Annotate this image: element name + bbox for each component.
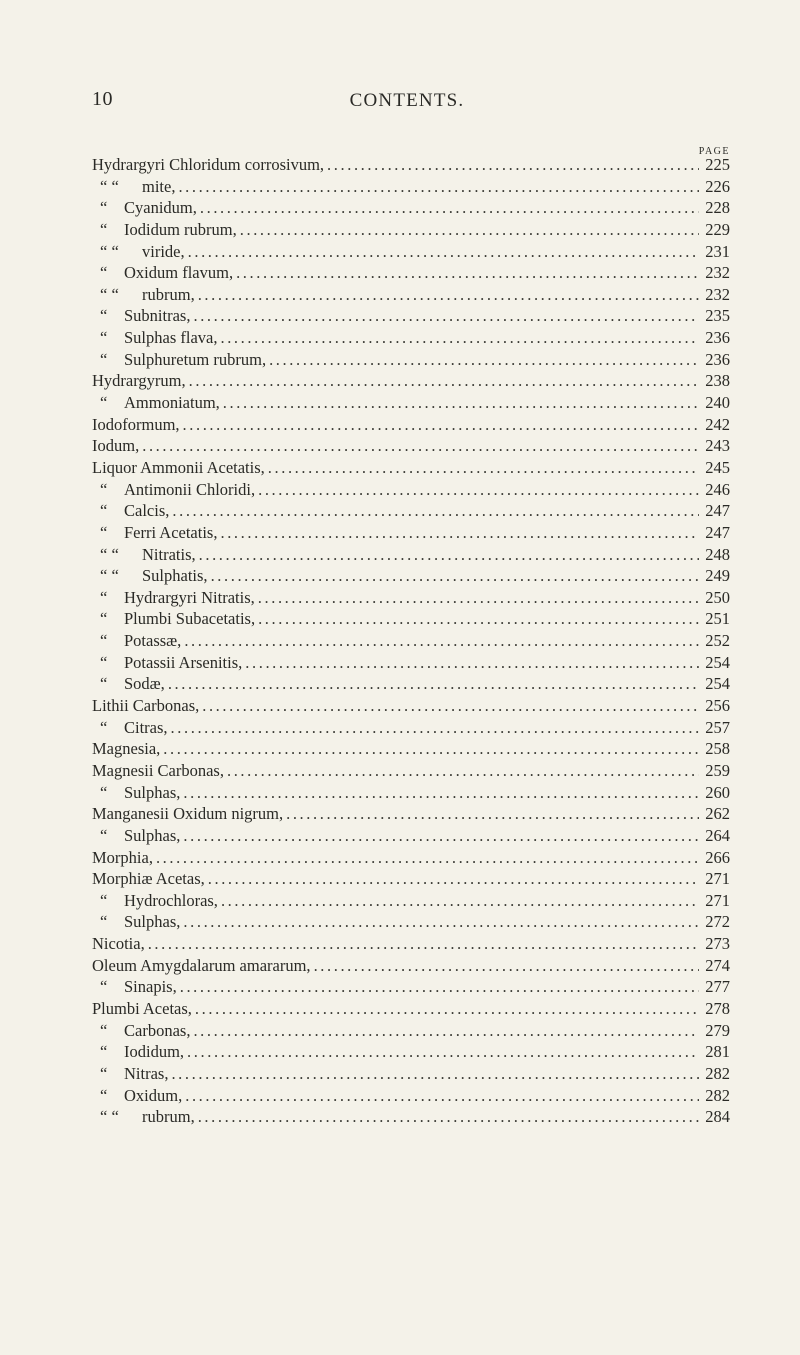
dot-leader — [269, 349, 699, 371]
contents-list — [92, 154, 730, 1128]
ditto-mark: “ — [100, 198, 108, 218]
contents-entry — [92, 695, 730, 717]
entry-label: Manganesii Oxidum nigrum, — [92, 804, 284, 824]
dot-leader — [188, 241, 699, 263]
contents-entry — [92, 803, 730, 825]
entry-page-number: 278 — [705, 998, 730, 1018]
contents-entry — [92, 847, 730, 869]
entry-label: Sulphas flava, — [124, 328, 218, 348]
entry-page-number: 257 — [705, 717, 730, 737]
contents-entry — [92, 911, 730, 933]
entry-page-number: 236 — [705, 328, 730, 348]
contents-entry — [92, 414, 730, 436]
ditto-mark: “ — [100, 393, 108, 413]
contents-entry — [92, 630, 730, 652]
dot-leader — [171, 1063, 699, 1085]
entry-label: Citras, — [124, 717, 168, 737]
contents-entry — [92, 673, 730, 695]
ditto-mark: “ — [100, 587, 108, 607]
entry-page-number: 281 — [705, 1042, 730, 1062]
dot-leader — [183, 825, 699, 847]
entry-label: Ammoniatum, — [124, 393, 220, 413]
dot-leader — [193, 305, 699, 327]
dot-leader — [199, 544, 699, 566]
dot-leader — [180, 976, 699, 998]
page-column-heading: PAGE — [698, 146, 730, 157]
contents-entry — [92, 544, 730, 566]
entry-label: Morphiæ Acetas, — [92, 869, 205, 889]
dot-leader — [240, 219, 699, 241]
entry-page-number: 279 — [705, 1020, 730, 1040]
entry-label: Oxidum, — [124, 1085, 183, 1105]
dot-leader — [185, 1085, 699, 1107]
contents-entry — [92, 154, 730, 176]
entry-label: Nitratis, — [142, 544, 196, 564]
entry-label: Magnesia, — [92, 739, 161, 759]
entry-label: Antimonii Chloridi, — [124, 479, 256, 499]
entry-label: Morphia, — [92, 847, 153, 867]
contents-entry — [92, 392, 730, 414]
entry-label: Lithii Carbonas, — [92, 696, 200, 716]
entry-label: Nitras, — [124, 1063, 169, 1083]
dot-leader — [208, 868, 699, 890]
dot-leader — [245, 652, 699, 674]
entry-label: Iodum, — [92, 436, 140, 456]
contents-entry — [92, 1041, 730, 1063]
entry-page-number: 256 — [705, 696, 730, 716]
contents-entry — [92, 262, 730, 284]
dot-leader — [183, 911, 699, 933]
entry-page-number: 243 — [705, 436, 730, 456]
entry-page-number: 252 — [705, 631, 730, 651]
entry-page-number: 226 — [705, 176, 730, 196]
dot-leader — [202, 695, 699, 717]
entry-page-number: 242 — [705, 414, 730, 434]
entry-page-number: 282 — [705, 1063, 730, 1083]
contents-entry — [92, 608, 730, 630]
entry-page-number: 249 — [705, 566, 730, 586]
dot-leader — [314, 955, 699, 977]
contents-entry — [92, 652, 730, 674]
dot-leader — [189, 370, 699, 392]
dot-leader — [268, 457, 699, 479]
entry-page-number: 225 — [705, 155, 730, 174]
entry-label: Cyanidum, — [124, 198, 197, 218]
ditto-mark: “ — [100, 219, 108, 239]
dot-leader — [172, 500, 699, 522]
entry-page-number: 271 — [705, 890, 730, 910]
entry-label: Oleum Amygdalarum amararum, — [92, 955, 311, 975]
contents-entry — [92, 565, 730, 587]
contents-entry — [92, 1085, 730, 1107]
ditto-mark: “ — [100, 609, 108, 629]
entry-label: Hydrargyri Chloridum corrosivum, — [92, 155, 325, 174]
contents-entry — [92, 284, 730, 306]
entry-page-number: 250 — [705, 587, 730, 607]
entry-label: Sulphas, — [124, 912, 181, 932]
entry-label: Subnitras, — [124, 306, 191, 326]
ditto-mark: “ — [100, 306, 108, 326]
contents-entry — [92, 825, 730, 847]
contents-entry — [92, 305, 730, 327]
ditto-mark: “ — [100, 263, 108, 283]
ditto-mark: “ — [100, 522, 108, 542]
dot-leader — [195, 998, 699, 1020]
ditto-mark: “ — [100, 890, 108, 910]
entry-page-number: 246 — [705, 479, 730, 499]
dot-leader — [184, 630, 699, 652]
entry-page-number: 284 — [705, 1107, 730, 1127]
entry-label: Plumbi Subacetatis, — [124, 609, 256, 629]
entry-label: Carbonas, — [124, 1020, 191, 1040]
entry-label: Ferri Acetatis, — [124, 522, 218, 542]
ditto-mark: “ — [100, 825, 108, 845]
dot-leader — [178, 176, 699, 198]
contents-entry — [92, 219, 730, 241]
contents-entry — [92, 349, 730, 371]
entry-label: Hydrargyrum, — [92, 371, 186, 391]
ditto-mark: “ “ — [100, 566, 119, 586]
entry-label: Iodidum, — [124, 1042, 185, 1062]
dot-leader — [148, 933, 699, 955]
dot-leader — [286, 803, 699, 825]
ditto-mark: “ — [100, 782, 108, 802]
entry-page-number: 273 — [705, 934, 730, 954]
entry-page-number: 231 — [705, 241, 730, 261]
dot-leader — [200, 197, 699, 219]
entry-page-number: 229 — [705, 219, 730, 239]
contents-entry — [92, 479, 730, 501]
entry-page-number: 232 — [705, 284, 730, 304]
contents-entry — [92, 241, 730, 263]
ditto-mark: “ — [100, 631, 108, 651]
contents-entry — [92, 1106, 730, 1128]
entry-page-number: 238 — [705, 371, 730, 391]
contents-entry — [92, 738, 730, 760]
entry-label: Sulphas, — [124, 782, 181, 802]
ditto-mark: “ “ — [100, 241, 119, 261]
dot-leader — [223, 392, 699, 414]
ditto-mark: “ — [100, 1042, 108, 1062]
entry-label: Hydrargyri Nitratis, — [124, 587, 255, 607]
entry-label: Oxidum flavum, — [124, 263, 234, 283]
entry-label: Liquor Ammonii Acetatis, — [92, 457, 265, 477]
dot-leader — [183, 782, 699, 804]
ditto-mark: “ — [100, 1020, 108, 1040]
dot-leader — [198, 284, 699, 306]
ditto-mark: “ — [100, 1085, 108, 1105]
ditto-mark: “ — [100, 912, 108, 932]
entry-page-number: 271 — [705, 869, 730, 889]
entry-page-number: 264 — [705, 825, 730, 845]
dot-leader — [327, 154, 699, 176]
entry-label: Magnesii Carbonas, — [92, 760, 224, 780]
entry-label: rubrum, — [142, 284, 195, 304]
ditto-mark: “ — [100, 349, 108, 369]
dot-leader — [258, 587, 699, 609]
ditto-mark: “ — [100, 977, 108, 997]
entry-page-number: 240 — [705, 393, 730, 413]
ditto-mark: “ “ — [100, 284, 119, 304]
contents-entry — [92, 176, 730, 198]
contents-entry — [92, 760, 730, 782]
entry-label: mite, — [142, 176, 176, 196]
ditto-mark: “ — [100, 328, 108, 348]
dot-leader — [258, 479, 699, 501]
contents-entry — [92, 370, 730, 392]
contents-entry — [92, 933, 730, 955]
entry-page-number: 248 — [705, 544, 730, 564]
entry-label: rubrum, — [142, 1107, 195, 1127]
entry-label: Sulphas, — [124, 825, 181, 845]
contents-entry — [92, 197, 730, 219]
dot-leader — [142, 435, 699, 457]
entry-label: Sodæ, — [124, 674, 165, 694]
contents-entry — [92, 435, 730, 457]
entry-label: Hydrochloras, — [124, 890, 218, 910]
entry-page-number: 254 — [705, 674, 730, 694]
entry-label: Plumbi Acetas, — [92, 998, 192, 1018]
entry-page-number: 247 — [705, 501, 730, 521]
entry-page-number: 245 — [705, 457, 730, 477]
entry-label: Sulphuretum rubrum, — [124, 349, 267, 369]
ditto-mark: “ “ — [100, 544, 119, 564]
entry-label: Potassii Arsenitis, — [124, 652, 243, 672]
entry-label: viride, — [142, 241, 185, 261]
entry-page-number: 262 — [705, 804, 730, 824]
contents-entry — [92, 500, 730, 522]
ditto-mark: “ “ — [100, 176, 119, 196]
entry-label: Iodoformum, — [92, 414, 180, 434]
ditto-mark: “ — [100, 652, 108, 672]
dot-leader — [211, 565, 699, 587]
contents-entry — [92, 522, 730, 544]
entry-page-number: 235 — [705, 306, 730, 326]
ditto-mark: “ — [100, 479, 108, 499]
ditto-mark: “ — [100, 717, 108, 737]
dot-leader — [258, 608, 699, 630]
contents-entry — [92, 587, 730, 609]
contents-entry — [92, 327, 730, 349]
entry-page-number: 259 — [705, 760, 730, 780]
dot-leader — [227, 760, 699, 782]
dot-leader — [168, 673, 699, 695]
dot-leader — [183, 414, 699, 436]
entry-page-number: 277 — [705, 977, 730, 997]
dot-leader — [193, 1020, 699, 1042]
dot-leader — [220, 522, 699, 544]
entry-page-number: 274 — [705, 955, 730, 975]
dot-leader — [187, 1041, 699, 1063]
entry-page-number: 236 — [705, 349, 730, 369]
contents-entry — [92, 890, 730, 912]
entry-page-number: 254 — [705, 652, 730, 672]
dot-leader — [163, 738, 699, 760]
entry-label: Iodidum rubrum, — [124, 219, 237, 239]
entry-page-number: 258 — [705, 739, 730, 759]
entry-page-number: 282 — [705, 1085, 730, 1105]
contents-entry — [92, 1020, 730, 1042]
contents-entry — [92, 955, 730, 977]
dot-leader — [220, 327, 699, 349]
entry-page-number: 272 — [705, 912, 730, 932]
ditto-mark: “ — [100, 501, 108, 521]
contents-entry — [92, 1063, 730, 1085]
contents-entry — [92, 782, 730, 804]
running-head — [92, 88, 722, 116]
entry-label: Nicotia, — [92, 934, 145, 954]
entry-label: Calcis, — [124, 501, 170, 521]
contents-entry — [92, 998, 730, 1020]
dot-leader — [221, 890, 699, 912]
ditto-mark: “ “ — [100, 1107, 119, 1127]
entry-label: Potassæ, — [124, 631, 182, 651]
entry-page-number: 260 — [705, 782, 730, 802]
entry-label: Sulphatis, — [142, 566, 208, 586]
entry-page-number: 266 — [705, 847, 730, 867]
entry-page-number: 247 — [705, 522, 730, 542]
contents-entry — [92, 976, 730, 998]
entry-page-number: 232 — [705, 263, 730, 283]
page-number: 10 — [92, 88, 113, 110]
contents-entry — [92, 457, 730, 479]
contents-entry — [92, 717, 730, 739]
ditto-mark: “ — [100, 1063, 108, 1083]
entry-label: Sinapis, — [124, 977, 177, 997]
ditto-mark: “ — [100, 674, 108, 694]
dot-leader — [236, 262, 699, 284]
entry-page-number: 228 — [705, 198, 730, 218]
entry-page-number: 251 — [705, 609, 730, 629]
dot-leader — [198, 1106, 699, 1128]
page-title: CONTENTS. — [349, 90, 465, 111]
contents-entry — [92, 868, 730, 890]
dot-leader — [156, 847, 699, 869]
dot-leader — [171, 717, 699, 739]
